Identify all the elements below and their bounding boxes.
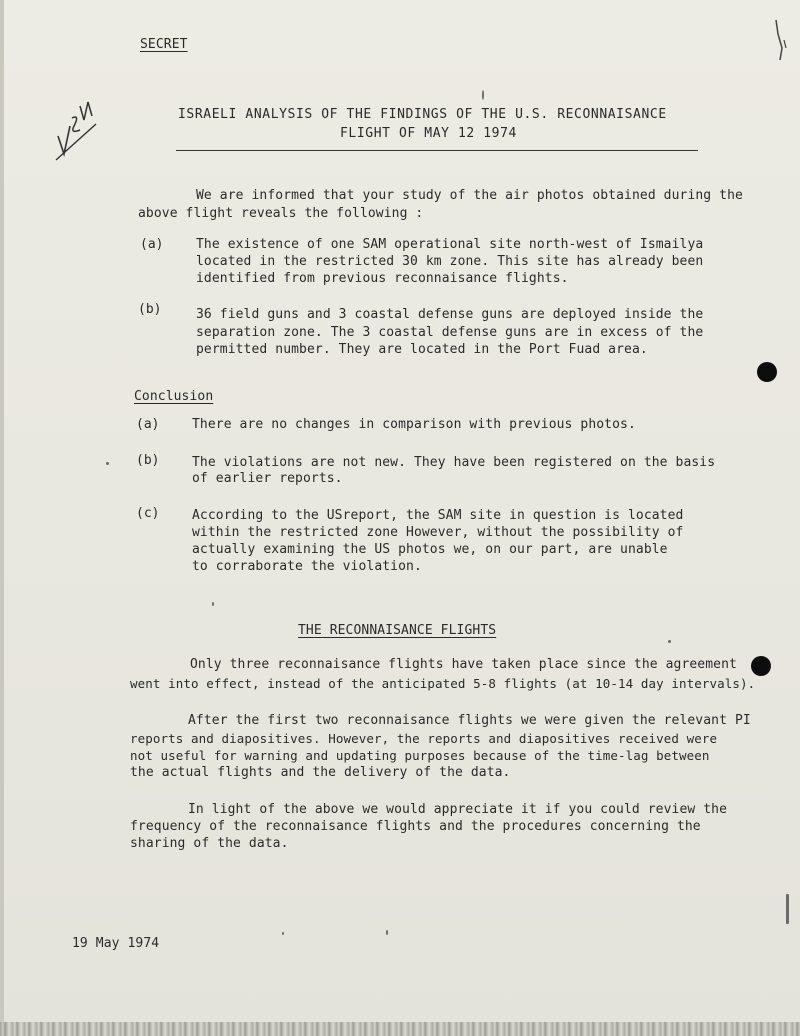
finding-a-line-3: identified from previous reconnaisance flights. — [196, 271, 569, 286]
scan-speck — [668, 640, 671, 643]
paragraph-1-line-2: went into effect, instead of the anticipated 5-8 flights (at 10-14 day intervals). — [130, 676, 756, 691]
paragraph-1-line-1: Only three reconnaisance flights have taken place since the agreement — [190, 657, 737, 672]
finding-a-line-1: The existence of one SAM operational site north-west of Ismailya — [196, 237, 704, 252]
finding-b-line-1: 36 field guns and 3 coastal defense guns are deployed inside the — [196, 307, 704, 322]
intro-line-2: above flight reveals the following : — [138, 206, 424, 221]
finding-b-line-2: separation zone. The 3 coastal defense guns are in excess of the — [196, 325, 704, 340]
conclusion-a-label: (a) — [136, 417, 160, 432]
paragraph-2-line-2: reports and diapositives. However, the reports and diapositives received were — [130, 731, 718, 746]
paragraph-3-line-2: frequency of the reconnaisance flights and the procedures concerning the — [130, 819, 701, 834]
title-rule — [176, 150, 698, 151]
paragraph-2-line-3: not useful for warning and updating purposes because of the time-lag between — [130, 748, 710, 763]
conclusion-a-line-1: There are no changes in comparison with previous photos. — [192, 417, 636, 432]
conclusion-b-line-2: of earlier reports. — [192, 471, 343, 486]
paragraph-3-line-3: sharing of the data. — [130, 836, 289, 851]
paragraph-2-line-1: After the first two reconnaisance flights we were given the relevant PI — [188, 713, 751, 728]
handwritten-initials — [52, 96, 102, 166]
finding-a-label: (a) — [140, 237, 164, 252]
scan-speck — [482, 90, 484, 100]
paragraph-2-line-4: the actual flights and the delivery of the data. — [130, 765, 511, 780]
section-heading: THE RECONNAISANCE FLIGHTS — [298, 623, 497, 638]
paragraph-3-line-1: In light of the above we would appreciate it if you could review the — [188, 802, 728, 817]
corner-mark — [766, 14, 790, 64]
scan-edge — [0, 0, 4, 1036]
conclusion-heading: Conclusion — [134, 389, 214, 404]
conclusion-c-label: (c) — [136, 506, 160, 521]
scan-speck — [386, 930, 388, 935]
scan-speck — [786, 894, 789, 924]
finding-b-label: (b) — [138, 302, 162, 317]
conclusion-c-line-1: According to the USreport, the SAM site in question is located — [192, 508, 684, 523]
document-title-line-2: FLIGHT OF MAY 12 1974 — [340, 126, 517, 141]
punch-hole-upper — [757, 362, 777, 382]
scan-speck — [106, 462, 109, 465]
conclusion-c-line-3: actually examining the US photos we, on our part, are unable — [192, 542, 668, 557]
scan-speck — [212, 602, 214, 606]
finding-a-line-2: located in the restricted 30 km zone. This site has already been — [196, 254, 704, 269]
conclusion-c-line-2: within the restricted zone However, without the possibility of — [192, 525, 684, 540]
document-date: 19 May 1974 — [72, 936, 160, 951]
finding-b-line-3: permitted number. They are located in the Port Fuad area. — [196, 342, 648, 357]
document-title-line-1: ISRAELI ANALYSIS OF THE FINDINGS OF THE U.S. RECONNAISANCE — [178, 107, 667, 122]
intro-line-1: We are informed that your study of the air photos obtained during the — [196, 188, 743, 203]
punch-hole-lower — [751, 656, 771, 676]
scan-speck — [282, 932, 284, 935]
conclusion-b-line-1: The violations are not new. They have been registered on the basis — [192, 455, 716, 470]
classification-marking: SECRET — [140, 37, 188, 52]
conclusion-b-label: (b) — [136, 453, 160, 468]
scan-bottom-strip — [0, 1022, 800, 1036]
conclusion-c-line-4: to corraborate the violation. — [192, 559, 422, 574]
